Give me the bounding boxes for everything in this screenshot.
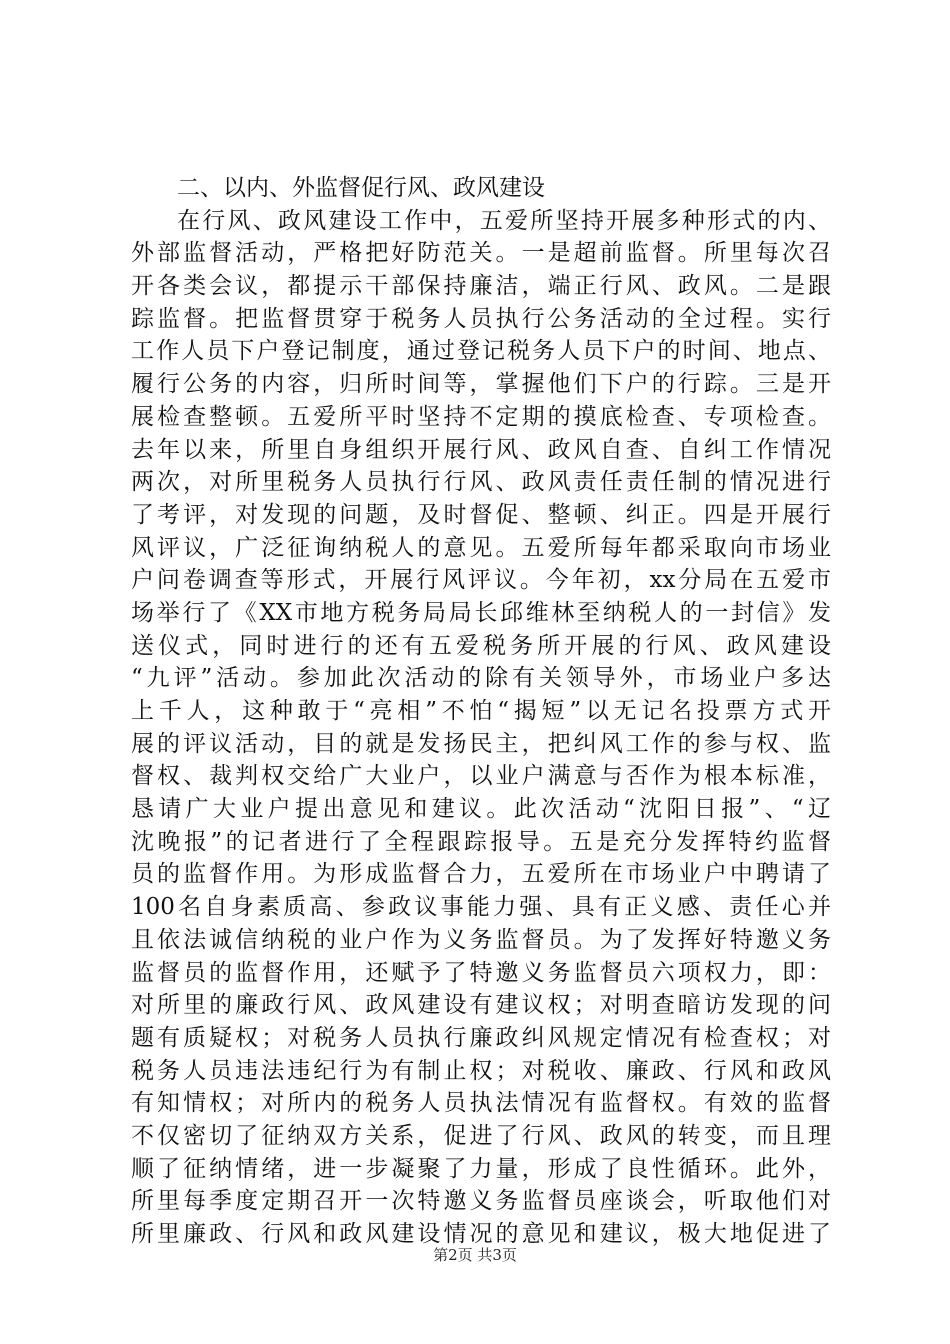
paragraph-line: 所里每季度定期召开一次特邀义务监督员座谈会，听取他们对 xyxy=(131,1188,831,1215)
paragraph-line: 税务人员违法违纪行为有制止权；对税收、廉政、行风和政风 xyxy=(131,1057,831,1084)
paragraph-line: 在行风、政风建设工作中，五爱所坚持开展多种形式的内、 xyxy=(177,207,831,234)
paragraph-line: 恳请广大业户提出意见和建议。此次活动“沈阳日报”、“辽 xyxy=(131,796,831,823)
paragraph-line: 展检查整顿。五爱所平时坚持不定期的摸底检查、专项检查。 xyxy=(131,403,831,430)
paragraph-line: 上千人，这种敢于“亮相”不怕“揭短”以无记名投票方式开 xyxy=(131,698,831,724)
paragraph-line: 员的监督作用。为形成监督合力，五爱所在市场业户中聘请了 xyxy=(131,861,831,888)
paragraph-line: 顺了征纳情绪，进一步凝聚了力量，形成了良性循环。此外， xyxy=(131,1155,831,1182)
paragraph-line: 踪监督。把监督贯穿于税务人员执行公务活动的全过程。实行 xyxy=(131,305,831,332)
paragraph-line: 去年以来，所里自身组织开展行风、政风自查、自纠工作情况 xyxy=(131,436,831,463)
paragraph-line: “九评”活动。参加此次活动的除有关领导外，市场业户多达 xyxy=(131,665,831,692)
paragraph-line: 履行公务的内容，归所时间等，掌握他们下户的行踪。三是开 xyxy=(131,371,831,398)
paragraph-line: 题有质疑权；对税务人员执行廉政纠风规定情况有检查权；对 xyxy=(131,1024,831,1051)
paragraph-line: 监督员的监督作用，还赋予了特邀义务监督员六项权力，即： xyxy=(131,959,831,986)
paragraph-line: 开各类会议，都提示干部保持廉洁，端正行风、政风。二是跟 xyxy=(131,273,831,300)
paragraph-line: 风评议，广泛征询纳税人的意见。五爱所每年都采取向市场业 xyxy=(131,534,831,561)
paragraph-line: 场举行了《XX市地方税务局局长邱维林至纳税人的一封信》发 xyxy=(131,599,831,626)
section-heading: 二、以内、外监督促行风、政风建设 xyxy=(177,175,545,201)
paragraph-line: 有知情权；对所内的税务人员执法情况有监督权。有效的监督 xyxy=(131,1090,831,1117)
paragraph-line: 且依法诚信纳税的业户作为义务监督员。为了发挥好特邀义务 xyxy=(131,926,831,953)
document-body xyxy=(131,172,831,1251)
paragraph-line: 督权、裁判权交给广大业户，以业户满意与否作为根本标准， xyxy=(131,763,831,790)
paragraph-line: 100名自身素质高、参政议事能力强、具有正义感、责任心并 xyxy=(131,894,831,921)
page-number-footer: 第2页 共3页 xyxy=(433,1246,517,1264)
paragraph-line: 所里廉政、行风和政风建设情况的意见和建议，极大地促进了 xyxy=(131,1221,831,1247)
paragraph-line: 展的评议活动，目的就是发扬民主，把纠风工作的参与权、监 xyxy=(131,730,831,757)
paragraph-line: 工作人员下户登记制度，通过登记税务人员下户的时间、地点、 xyxy=(131,338,831,365)
paragraph-line: 户问卷调查等形式，开展行风评议。今年初，xx分局在五爱市 xyxy=(131,567,831,594)
paragraph-line: 了考评，对发现的问题，及时督促、整顿、纠正。四是开展行 xyxy=(131,501,831,528)
paragraph-line: 两次，对所里税务人员执行行风、政风责任责任制的情况进行 xyxy=(131,469,831,496)
paragraph-line: 沈晚报”的记者进行了全程跟踪报导。五是充分发挥特约监督 xyxy=(131,828,831,855)
paragraph-line: 不仅密切了征纳双方关系，促进了行风、政风的转变，而且理 xyxy=(131,1122,831,1149)
paragraph-line: 外部监督活动，严格把好防范关。一是超前监督。所里每次召 xyxy=(131,240,831,267)
paragraph-line: 对所里的廉政行风、政风建设有建议权；对明查暗访发现的问 xyxy=(131,992,831,1019)
paragraph-line: 送仪式，同时进行的还有五爱税务所开展的行风、政风建设 xyxy=(131,632,831,659)
